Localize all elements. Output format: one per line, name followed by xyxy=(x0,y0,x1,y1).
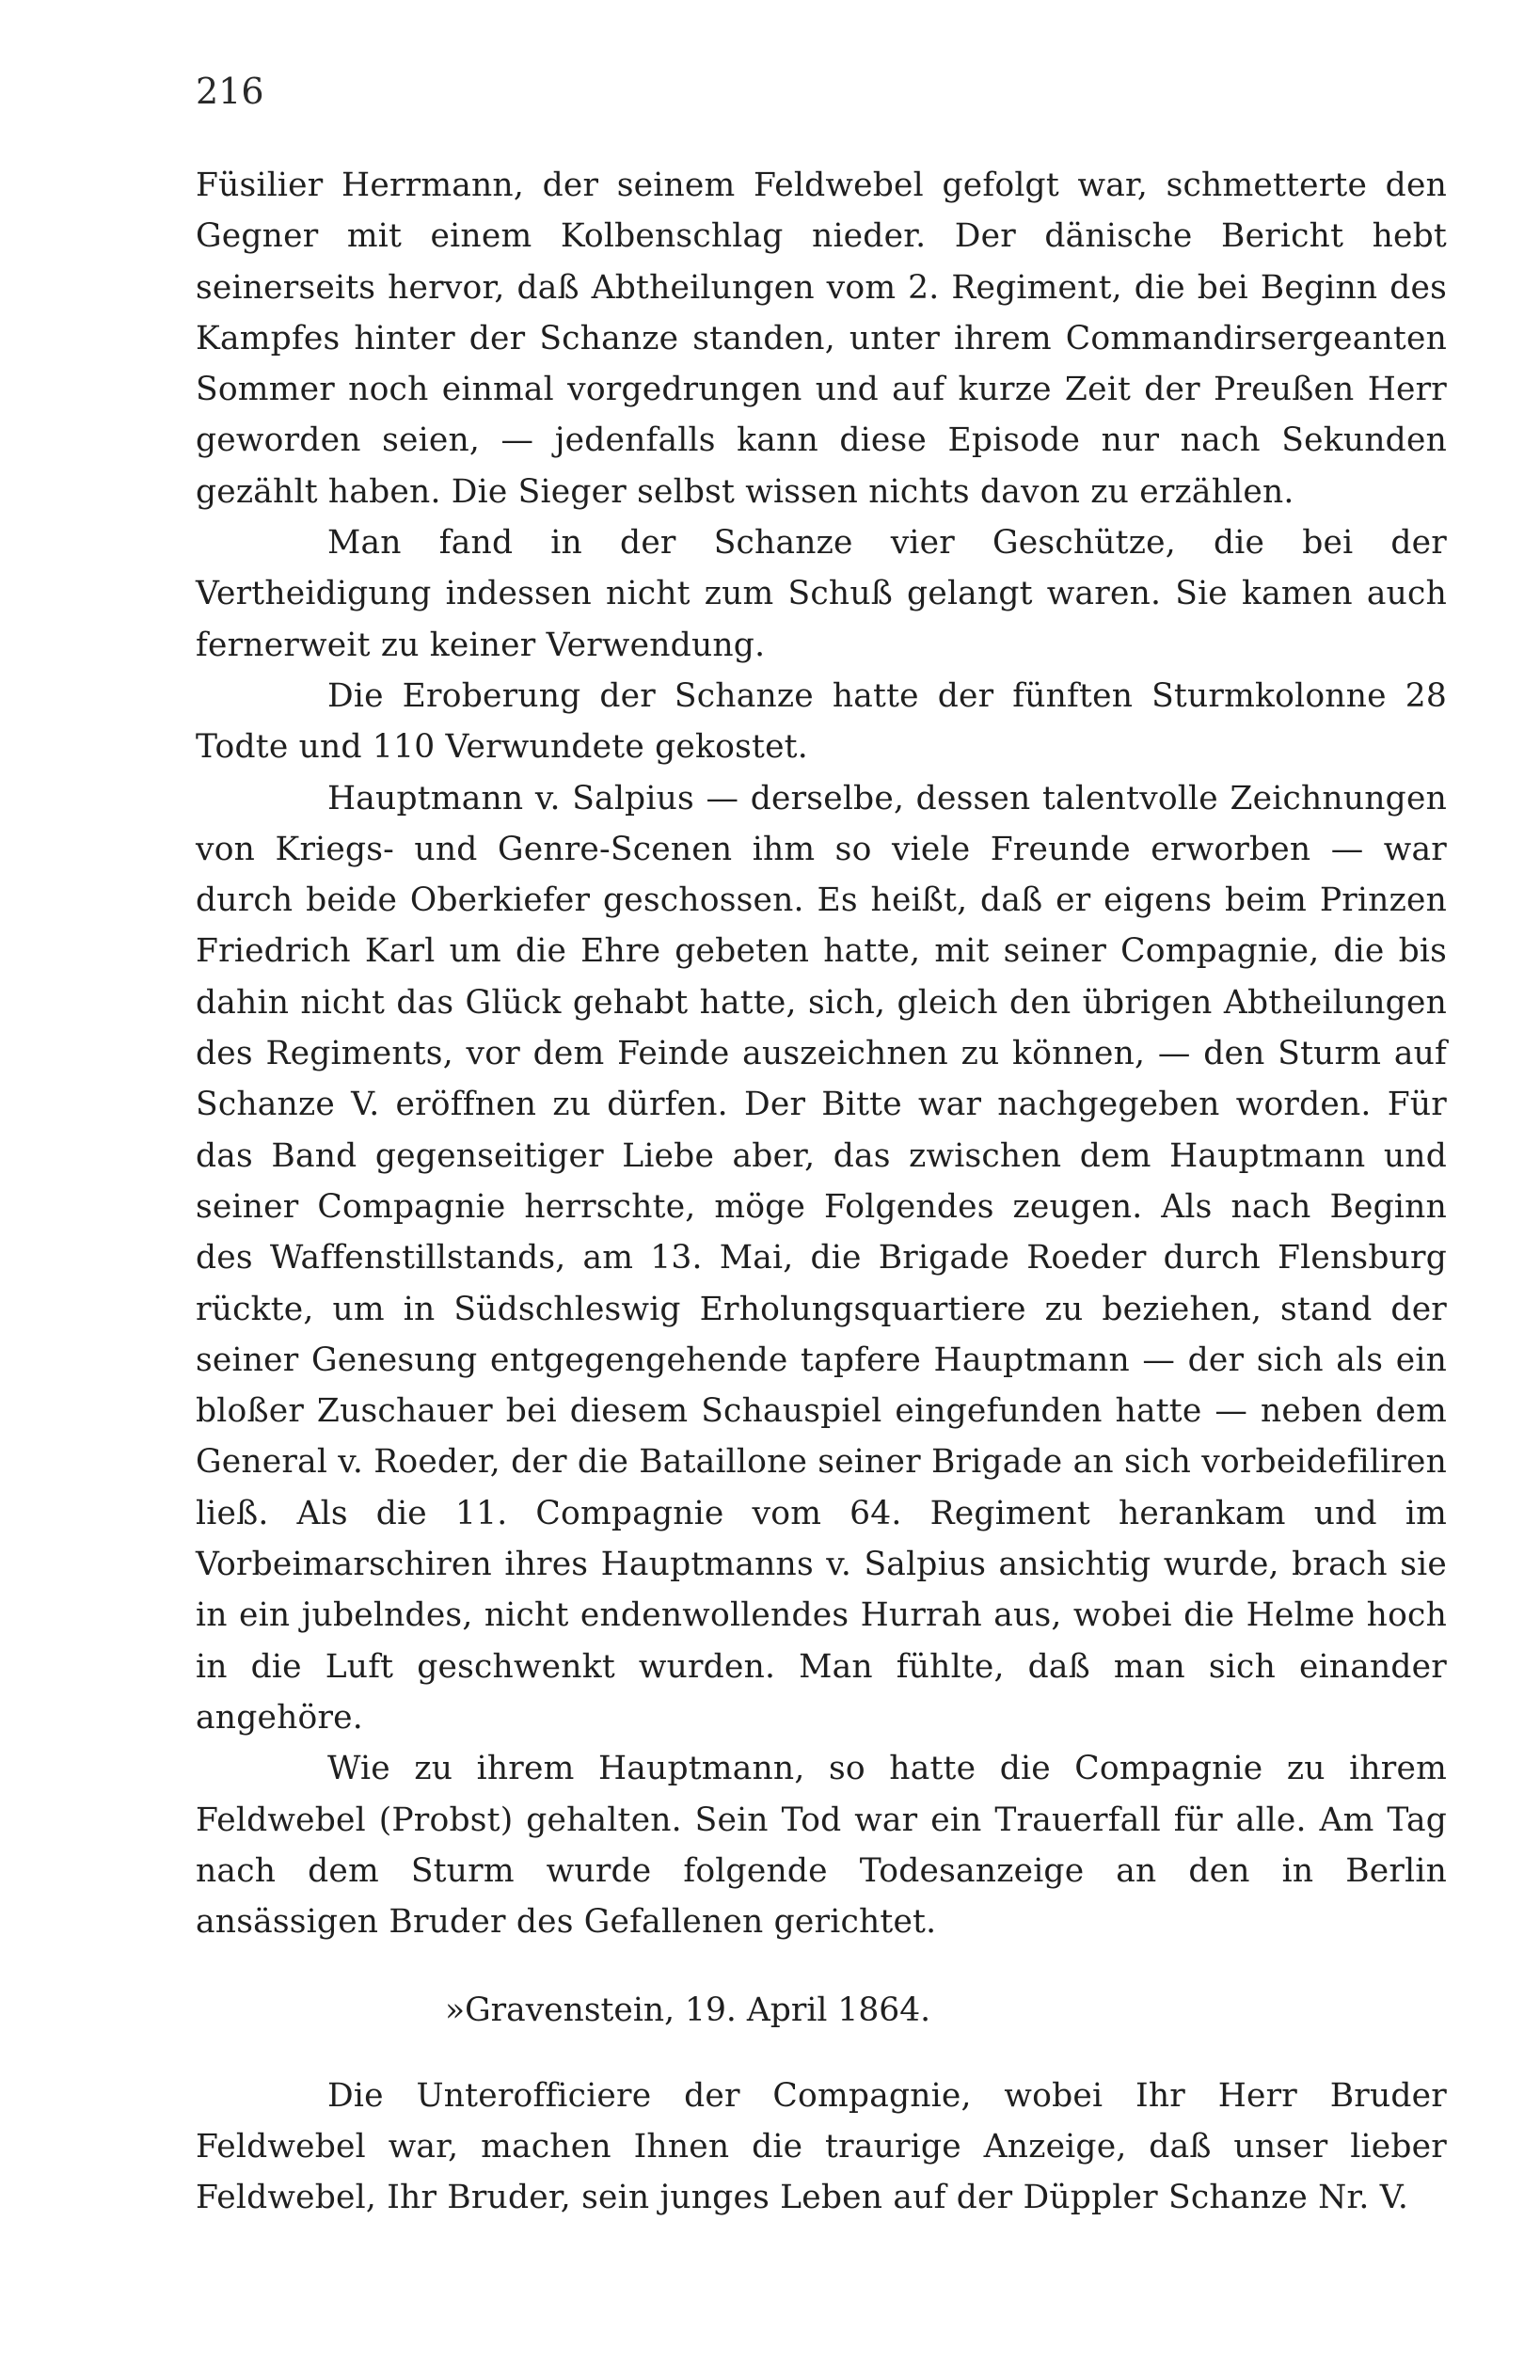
page-number: 216 xyxy=(196,71,264,112)
paragraph-1: Füsilier Herrmann, der seinem Feldwebel gefolgt war, schmetterte den Gegner mit einem Kolbenschlag nieder. Der dänische Bericht hebt seinerseits hervor, daß Abtheilungen vom 2. Regiment, die bei Beginn des Kampfes hinter der Schanze standen, unter ihrem Commandirsergeanten Sommer noch einmal vorgedrungen und auf kurze Zeit der Preußen Herr geworden seien, — jedenfalls kann diese Episode nur nach Sekunden gezählt haben. Die Sieger selbst wissen nichts davon zu erzählen. xyxy=(196,167,1447,511)
paragraph-5: Wie zu ihrem Hauptmann, so hatte die Compagnie zu ihrem Feldwebel (Probst) gehalten. Sein Tod war ein Trauerfall für alle. Am Tag nach dem Sturm wurde folgende Todesanzeige an den in Berlin ansässigen Bruder des Gefallenen gerichtet. xyxy=(196,1750,1447,1942)
letter-heading: »Gravenstein, 19. April 1864. xyxy=(445,1991,931,2030)
letter-body: Die Unterofficiere der Compagnie, wobei Ihr Herr Bruder Feldwebel war, machen Ihnen die traurige Anzeige, daß unser lieber Feldwebel, Ihr Bruder, sein junges Leben auf der Düppler Schanze Nr. V. xyxy=(196,2076,1447,2217)
paragraph-3: Die Eroberung der Schanze hatte der fünften Sturmkolonne 28 Todte und 110 Verwundete gekostet. xyxy=(196,676,1447,767)
paragraph-2: Man fand in der Schanze vier Geschütze, die bei der Vertheidigung indessen nicht zum Schuß gelangt waren. Sie kamen auch fernerweit zu keiner Verwendung. xyxy=(196,524,1447,664)
paragraph-4: Hauptmann v. Salpius — derselbe, dessen talentvolle Zeichnungen von Kriegs- und Genre-Scenen ihm so viele Freunde erworben — war durch beide Oberkiefer geschossen. Es heißt, daß er eigens beim Prinzen Friedrich Karl um die Ehre gebeten hatte, mit seiner Compagnie, die bis dahin nicht das Glück gehabt hatte, sich, gleich den übrigen Abtheilungen des Regiments, vor dem Feinde auszeichnen zu können, — den Sturm auf Schanze V. eröffnen zu dürfen. Der Bitte war nachgegeben worden. Für das Band gegenseitiger Liebe aber, das zwischen dem Hauptmann und seiner Compagnie herrschte, möge Folgendes zeugen. Als nach Beginn des Waffenstillstands, am 13. Mai, die Brigade Roeder durch Flensburg rückte, um in Südschleswig Erholungsquartiere zu beziehen, stand der seiner Genesung entgegengehende tapfere Hauptmann — der sich als ein bloßer Zuschauer bei diesem Schauspiel eingefunden hatte — neben dem General v. Roeder, der die Bataillone seiner Brigade an sich vorbeidefiliren ließ. Als die 11. Compagnie vom 64. Regiment herankam und im Vorbeimarschiren ihres Hauptmanns v. Salpius ansichtig wurde, brach sie in ein jubelndes, nicht endenwollendes Hurrah aus, wobei die Helme hoch in die Luft geschwenkt wurden. Man fühlte, daß man sich einander angehöre. xyxy=(196,779,1447,1737)
body-text xyxy=(196,160,1447,2224)
